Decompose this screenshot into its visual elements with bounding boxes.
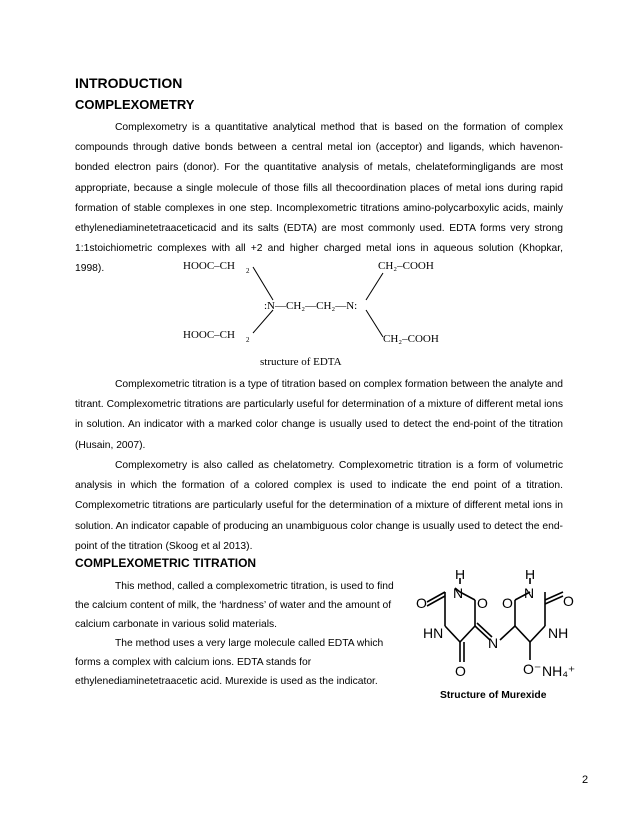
- murexide-o-4: O: [563, 593, 574, 609]
- paragraph-text: Complexometric titration is a type of titration based on complex formation between the analyte and titrant. Complexometric titrations are particularly useful for determination of a mixture of different metal ions in solution. An indicator with a marked color change is usually used to detect the end-point of the titration (Husain, 2007).: [75, 379, 563, 451]
- paragraph-text: The method uses a very large molecule called EDTA which forms a complex with calcium ions. EDTA stands for ethylenediaminetetraacetic acid. Murexide is used as the indicator.: [75, 638, 384, 687]
- edta-cooh-top: CH₂–COOH: [378, 260, 434, 272]
- paragraph-text: Complexometry is a quantitative analytical method that is based on the formation of complex compounds through dative bonds between a central metal ion (acceptor) and ligands, which havenon-bonded electron pairs (donor). For the quantitative analysis of metals, chelateformingligands are most appropriate, because a single molecule of those fills all thecoordination places of metal ions during rapid formation of stable complexes in one step. Incomplexometric titrations amino-polycarboxylic acids, mainly ethylenediaminetetraaceticacid and its salts (EDTA) are most commonly used. EDTA forms very strong 1:1stoichiometric complexes with all +2 and higher charged metal ions in aqueous solution (Khopkar, 1998).: [75, 122, 563, 275]
- page-number: 2: [582, 774, 589, 786]
- paragraph-edta-method: [75, 634, 403, 691]
- murexide-o-1: O: [416, 595, 427, 611]
- edta-bond-left-bottom: [253, 310, 273, 333]
- murexide-hn: HN: [423, 625, 444, 641]
- paragraph-text: Complexometry is also called as chelatometry. Complexometric titration is a form of volumetric analysis in which the formation of a colored complex is used to indicate the end point of a titration. Complexometric titrations are particularly useful for the determination of a mixture of different metal ions in solution. An indicator capable of producing an unambiguous color change is usually used to detect the end-point of the titration (Skoog et al 2013).: [75, 460, 563, 552]
- edta-caption: structure of EDTA: [260, 356, 342, 368]
- edta-sub2-top: 2: [246, 267, 250, 275]
- murexide-n-left: N: [453, 585, 464, 601]
- edta-bond-right-bottom: [366, 310, 383, 337]
- murexide-n-bridge: N: [488, 635, 499, 651]
- murexide-o-2: O: [477, 595, 488, 611]
- edta-cooh-bottom: CH₂–COOH: [383, 333, 439, 345]
- paragraph-text: This method, called a complexometric titration, is used to find the calcium content of milk, the ‘hardness’ of water and the amount of calcium carbonate in various solid materials.: [75, 581, 394, 630]
- edta-hooc-bottom: HOOC–CH: [183, 329, 235, 341]
- murexide-o-5: O: [455, 663, 466, 679]
- murexide-nh4: NH₄⁺: [542, 663, 575, 679]
- heading-complexometry: COMPLEXOMETRY: [75, 97, 195, 112]
- edta-bond-left-top: [253, 267, 273, 300]
- heading-introduction: INTRODUCTION: [75, 75, 183, 91]
- edta-structure-figure: [178, 255, 478, 370]
- heading-complexometric-titration: COMPLEXOMETRIC TITRATION: [75, 556, 257, 570]
- murexide-h-right: H: [525, 570, 536, 582]
- murexide-n-right: N: [524, 585, 535, 601]
- edta-center-chain: :N—CH₂—CH₂—N:: [264, 300, 358, 312]
- paragraph-chelatometry: [75, 456, 563, 557]
- edta-sub2-bottom: 2: [246, 336, 250, 344]
- murexide-o-minus: O⁻: [523, 661, 542, 677]
- murexide-h-left: H: [455, 570, 466, 582]
- paragraph-complexometric-titration: [75, 375, 563, 456]
- murexide-structure-figure: [415, 570, 575, 680]
- paragraph-calcium-content: [75, 577, 403, 634]
- edta-bond-right-top: [366, 273, 383, 300]
- edta-hooc-top: HOOC–CH: [183, 260, 235, 272]
- murexide-o-3: O: [502, 595, 513, 611]
- murexide-caption: Structure of Murexide: [440, 690, 547, 701]
- murexide-nh: NH: [548, 625, 569, 641]
